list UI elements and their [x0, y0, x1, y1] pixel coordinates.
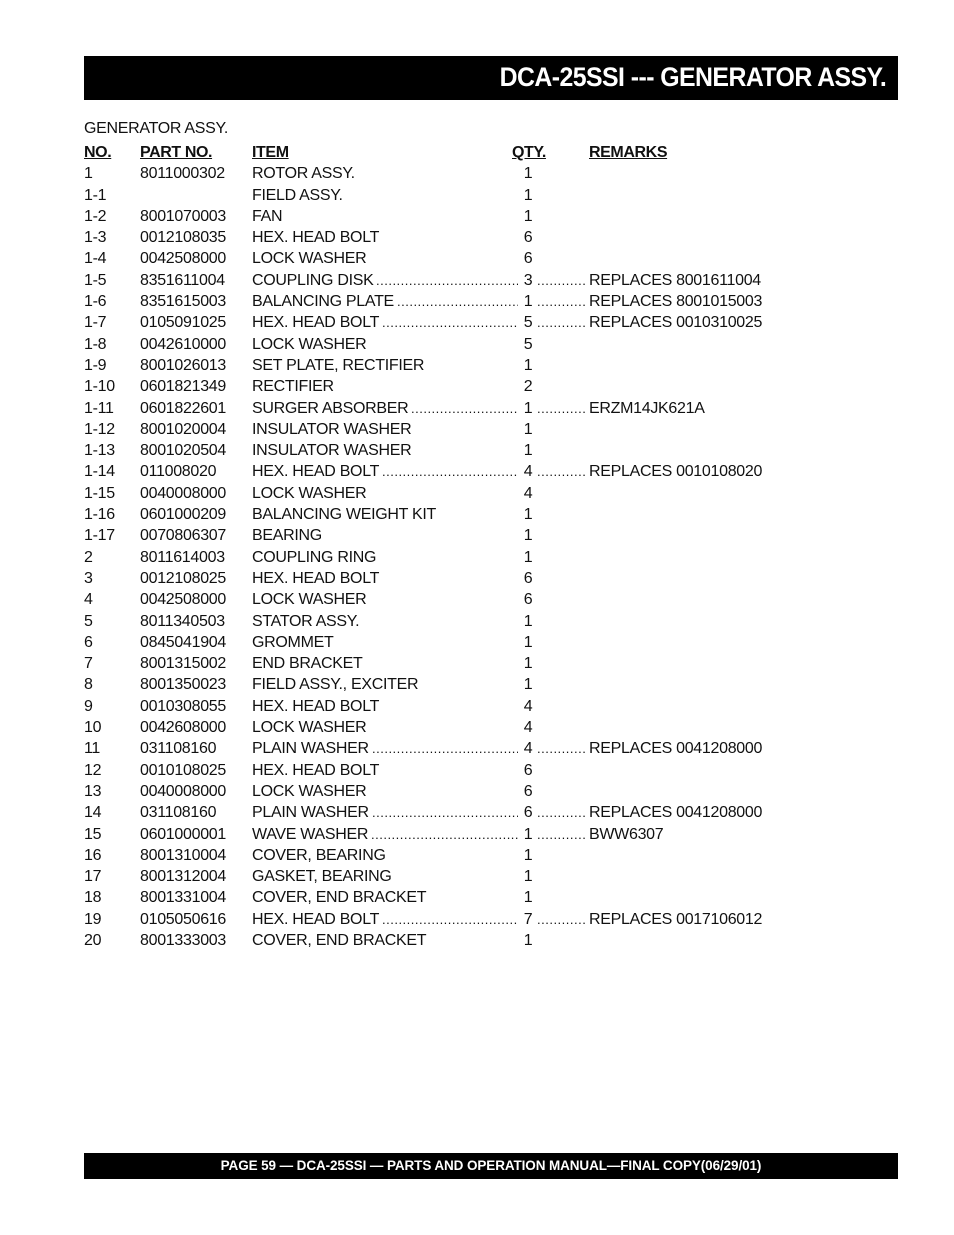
- quantity: 4: [523, 697, 533, 715]
- dot-leader: [537, 293, 585, 314]
- dot-leader: [382, 911, 518, 932]
- item-description: HEX. HEAD BOLT: [252, 229, 380, 247]
- part-number: 0105050616: [140, 910, 226, 928]
- row-number: 4: [84, 591, 93, 609]
- quantity: 1: [523, 293, 533, 311]
- item-description: GROMMET: [252, 633, 334, 651]
- dot-leader: [372, 804, 518, 825]
- dot-leader: [537, 911, 585, 932]
- remarks: REPLACES 0017106012: [589, 910, 763, 928]
- table-row: [84, 911, 898, 932]
- table-row: [84, 762, 898, 783]
- part-number: 8001331004: [140, 889, 226, 907]
- item-description: COVER, BEARING: [252, 846, 386, 864]
- table-row: [84, 676, 898, 697]
- quantity: 1: [523, 548, 533, 566]
- part-number: 0012108035: [140, 229, 226, 247]
- table-row: [84, 889, 898, 910]
- part-number: 0042608000: [140, 719, 226, 737]
- table-row: [84, 336, 898, 357]
- quantity: 4: [523, 463, 533, 481]
- quantity: 6: [523, 761, 533, 779]
- table-row: [84, 719, 898, 740]
- dot-leader: [537, 272, 585, 293]
- part-number: 0042508000: [140, 250, 226, 268]
- quantity: 1: [523, 356, 533, 374]
- row-number: 14: [84, 804, 102, 822]
- parts-list: [84, 144, 898, 953]
- row-number: 10: [84, 719, 102, 737]
- item-description: GASKET, BEARING: [252, 868, 392, 886]
- remarks: REPLACES 8001015003: [589, 293, 763, 311]
- row-number: 1-1: [84, 186, 107, 204]
- row-number: 1-4: [84, 250, 107, 268]
- part-number: 0601000001: [140, 825, 226, 843]
- quantity: 4: [523, 740, 533, 758]
- part-number: 0010108025: [140, 761, 226, 779]
- quantity: 1: [523, 655, 533, 673]
- item-description: FAN: [252, 207, 283, 225]
- part-number: 0601821349: [140, 378, 226, 396]
- row-number: 1-15: [84, 484, 115, 502]
- item-description: RECTIFIER: [252, 378, 334, 396]
- item-description: COVER, END BRACKET: [252, 889, 427, 907]
- item-description: LOCK WASHER: [252, 335, 367, 353]
- row-number: 3: [84, 569, 93, 587]
- row-number: 18: [84, 889, 102, 907]
- table-row: [84, 442, 898, 463]
- part-number: 8001333003: [140, 931, 226, 949]
- part-number: 0845041904: [140, 633, 226, 651]
- table-row: [84, 570, 898, 591]
- item-description: LOCK WASHER: [252, 591, 367, 609]
- dot-leader: [382, 314, 518, 335]
- page-footer: PAGE 59 — DCA-25SSI — PARTS AND OPERATION MANUAL—FINAL COPY(06/29/01): [84, 1153, 898, 1179]
- table-row: [84, 421, 898, 442]
- row-number: 1-17: [84, 527, 115, 545]
- table-row: [84, 527, 898, 548]
- part-number: 0010308055: [140, 697, 226, 715]
- dot-leader: [537, 740, 585, 761]
- item-description: LOCK WASHER: [252, 719, 367, 737]
- part-number: 8001070003: [140, 207, 226, 225]
- item-description: HEX. HEAD BOLT: [252, 314, 380, 332]
- row-number: 1-3: [84, 229, 107, 247]
- table-row: [84, 165, 898, 186]
- table-row: [84, 932, 898, 953]
- dot-leader: [376, 272, 518, 293]
- row-number: 13: [84, 782, 102, 800]
- part-number: 011008020: [140, 463, 217, 481]
- table-row: [84, 740, 898, 761]
- item-description: END BRACKET: [252, 655, 363, 673]
- quantity: 6: [523, 229, 533, 247]
- item-description: HEX. HEAD BOLT: [252, 569, 380, 587]
- part-number: 8001350023: [140, 676, 226, 694]
- quantity: 7: [523, 910, 533, 928]
- row-number: 1-6: [84, 293, 107, 311]
- parts-list-rows: [84, 165, 898, 953]
- column-header-item: ITEM: [252, 144, 289, 161]
- row-number: 19: [84, 910, 102, 928]
- item-description: HEX. HEAD BOLT: [252, 697, 380, 715]
- row-number: 16: [84, 846, 102, 864]
- part-number: 0042508000: [140, 591, 226, 609]
- table-row: [84, 506, 898, 527]
- part-number: 031108160: [140, 740, 217, 758]
- part-number: 8001312004: [140, 868, 226, 886]
- quantity: 6: [523, 782, 533, 800]
- part-number: 0601000209: [140, 506, 226, 524]
- row-number: 7: [84, 655, 93, 673]
- table-row: [84, 272, 898, 293]
- quantity: 4: [523, 484, 533, 502]
- row-number: 1-7: [84, 314, 107, 332]
- quantity: 1: [523, 527, 533, 545]
- row-number: 17: [84, 868, 102, 886]
- quantity: 1: [523, 207, 533, 225]
- table-row: [84, 655, 898, 676]
- column-header-qty: QTY.: [512, 144, 546, 161]
- remarks: ERZM14JK621A: [589, 399, 705, 417]
- quantity: 6: [523, 250, 533, 268]
- part-number: 0601822601: [140, 399, 226, 417]
- part-number: 8351611004: [140, 271, 225, 289]
- table-row: [84, 549, 898, 570]
- part-number: 8001310004: [140, 846, 226, 864]
- parts-list-header: [84, 144, 898, 165]
- item-description: HEX. HEAD BOLT: [252, 910, 380, 928]
- part-number: 0105091025: [140, 314, 226, 332]
- table-row: [84, 314, 898, 335]
- quantity: 5: [523, 314, 533, 332]
- table-row: [84, 634, 898, 655]
- table-row: [84, 229, 898, 250]
- quantity: 1: [523, 186, 533, 204]
- item-description: SET PLATE, RECTIFIER: [252, 356, 425, 374]
- row-number: 2: [84, 548, 93, 566]
- table-row: [84, 208, 898, 229]
- item-description: PLAIN WASHER: [252, 804, 369, 822]
- dot-leader: [372, 740, 518, 761]
- part-number: 8011340503: [140, 612, 225, 630]
- item-description: INSULATOR WASHER: [252, 420, 412, 438]
- remarks: REPLACES 0041208000: [589, 740, 763, 758]
- dot-leader: [537, 826, 585, 847]
- quantity: 2: [523, 378, 533, 396]
- dot-leader: [397, 293, 518, 314]
- part-number: 0012108025: [140, 569, 226, 587]
- row-number: 1: [84, 165, 93, 183]
- column-header-part-no: PART NO.: [140, 144, 213, 161]
- dot-leader: [411, 400, 518, 421]
- row-number: 1-8: [84, 335, 107, 353]
- item-description: SURGER ABSORBER: [252, 399, 409, 417]
- title-bar: [84, 56, 898, 100]
- item-description: ROTOR ASSY.: [252, 165, 355, 183]
- part-number: 8001020504: [140, 442, 226, 460]
- quantity: 1: [523, 676, 533, 694]
- dot-leader: [537, 804, 585, 825]
- quantity: 5: [523, 335, 533, 353]
- item-description: FIELD ASSY.: [252, 186, 343, 204]
- part-number: 8001315002: [140, 655, 226, 673]
- item-description: HEX. HEAD BOLT: [252, 761, 380, 779]
- quantity: 1: [523, 868, 533, 886]
- item-description: PLAIN WASHER: [252, 740, 369, 758]
- quantity: 6: [523, 569, 533, 587]
- item-description: COUPLING RING: [252, 548, 377, 566]
- column-header-no: NO.: [84, 144, 112, 161]
- remarks: REPLACES 8001611004: [589, 271, 761, 289]
- item-description: STATOR ASSY.: [252, 612, 360, 630]
- item-description: LOCK WASHER: [252, 484, 367, 502]
- item-description: BALANCING PLATE: [252, 293, 394, 311]
- item-description: LOCK WASHER: [252, 250, 367, 268]
- dot-leader: [382, 463, 518, 484]
- table-row: [84, 293, 898, 314]
- part-number: 0042610000: [140, 335, 226, 353]
- row-number: 12: [84, 761, 102, 779]
- row-number: 8: [84, 676, 93, 694]
- part-number: 8001026013: [140, 356, 226, 374]
- item-description: COVER, END BRACKET: [252, 931, 427, 949]
- dot-leader: [537, 400, 585, 421]
- row-number: 1-12: [84, 420, 115, 438]
- quantity: 6: [523, 804, 533, 822]
- page-title: DCA-25SSI --- GENERATOR ASSY.: [499, 62, 886, 92]
- item-description: BEARING: [252, 527, 322, 545]
- part-number: 0040008000: [140, 782, 226, 800]
- quantity: 1: [523, 889, 533, 907]
- part-number: 8011614003: [140, 548, 225, 566]
- item-description: LOCK WASHER: [252, 782, 367, 800]
- item-description: HEX. HEAD BOLT: [252, 463, 380, 481]
- part-number: 8011000302: [140, 165, 225, 183]
- quantity: 1: [523, 506, 533, 524]
- part-number: 031108160: [140, 804, 217, 822]
- row-number: 9: [84, 697, 93, 715]
- quantity: 1: [523, 165, 533, 183]
- table-row: [84, 783, 898, 804]
- remarks: BWW6307: [589, 825, 664, 843]
- quantity: 1: [523, 846, 533, 864]
- row-number: 1-16: [84, 506, 115, 524]
- quantity: 3: [523, 271, 533, 289]
- remarks: REPLACES 0010310025: [589, 314, 763, 332]
- quantity: 1: [523, 931, 533, 949]
- dot-leader: [537, 463, 585, 484]
- quantity: 1: [523, 442, 533, 460]
- row-number: 11: [84, 740, 101, 758]
- table-row: [84, 250, 898, 271]
- item-description: INSULATOR WASHER: [252, 442, 412, 460]
- row-number: 1-5: [84, 271, 107, 289]
- row-number: 1-9: [84, 356, 107, 374]
- table-row: [84, 378, 898, 399]
- quantity: 1: [523, 420, 533, 438]
- row-number: 1-14: [84, 463, 115, 481]
- dot-leader: [371, 826, 518, 847]
- item-description: WAVE WASHER: [252, 825, 369, 843]
- quantity: 4: [523, 719, 533, 737]
- table-row: [84, 613, 898, 634]
- table-row: [84, 826, 898, 847]
- row-number: 1-10: [84, 378, 115, 396]
- item-description: FIELD ASSY., EXCITER: [252, 676, 419, 694]
- dot-leader: [537, 314, 585, 335]
- table-row: [84, 485, 898, 506]
- row-number: 20: [84, 931, 102, 949]
- section-title: GENERATOR ASSY.: [84, 120, 229, 137]
- part-number: 0070806307: [140, 527, 226, 545]
- column-header-remarks: REMARKS: [589, 144, 668, 161]
- table-row: [84, 463, 898, 484]
- row-number: 5: [84, 612, 93, 630]
- quantity: 1: [523, 612, 533, 630]
- table-row: [84, 357, 898, 378]
- table-row: [84, 847, 898, 868]
- item-description: BALANCING WEIGHT KIT: [252, 506, 436, 524]
- part-number: 8001020004: [140, 420, 226, 438]
- table-row: [84, 591, 898, 612]
- row-number: 15: [84, 825, 102, 843]
- table-row: [84, 804, 898, 825]
- remarks: REPLACES 0010108020: [589, 463, 763, 481]
- table-row: [84, 868, 898, 889]
- quantity: 6: [523, 591, 533, 609]
- table-row: [84, 698, 898, 719]
- table-row: [84, 400, 898, 421]
- quantity: 1: [523, 825, 533, 843]
- part-number: 0040008000: [140, 484, 226, 502]
- row-number: 1-2: [84, 207, 107, 225]
- row-number: 1-11: [84, 399, 114, 417]
- row-number: 6: [84, 633, 93, 651]
- row-number: 1-13: [84, 442, 115, 460]
- item-description: COUPLING DISK: [252, 271, 374, 289]
- quantity: 1: [523, 399, 533, 417]
- part-number: 8351615003: [140, 293, 226, 311]
- table-row: [84, 187, 898, 208]
- remarks: REPLACES 0041208000: [589, 804, 763, 822]
- quantity: 1: [523, 633, 533, 651]
